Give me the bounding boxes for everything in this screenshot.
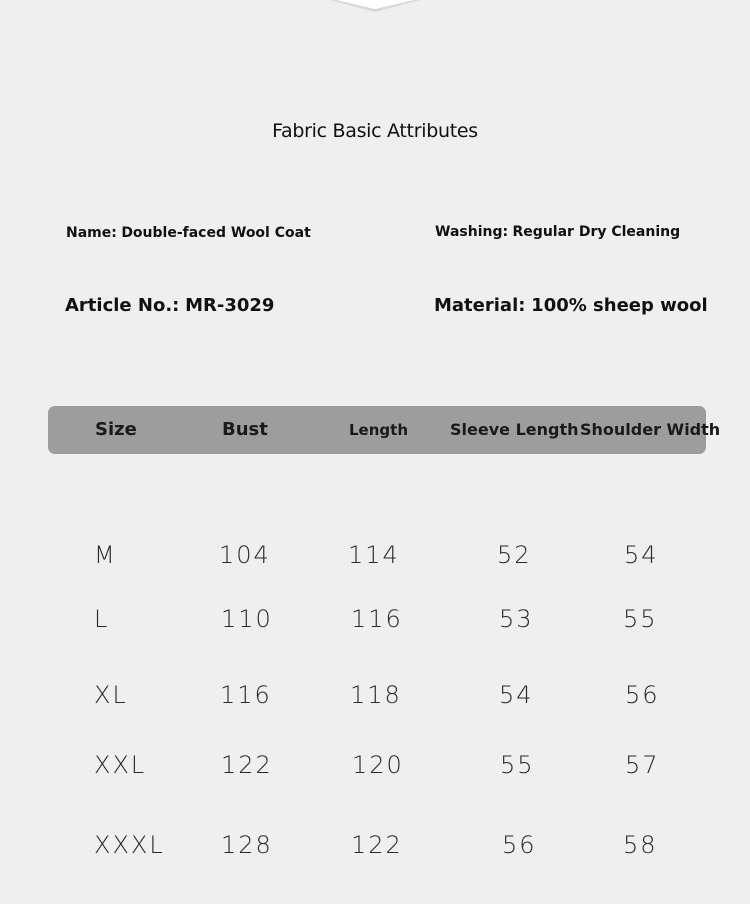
top-pointer-decoration (330, 0, 420, 14)
attribute-name (66, 225, 311, 241)
cell-shoulder-width: 57 (625, 751, 660, 779)
cell-size: XXL (94, 751, 147, 779)
attribute-name-value: Double-faced Wool Coat (121, 225, 311, 241)
cell-shoulder-width: 58 (623, 831, 658, 859)
cell-size: M (94, 541, 117, 569)
attribute-material (434, 295, 708, 316)
size-table-header (48, 406, 721, 454)
cell-length: 120 (352, 751, 404, 779)
header-shoulder-width: Shoulder Width (580, 420, 721, 439)
cell-bust: 122 (221, 751, 273, 779)
cell-sleeve-length: 55 (500, 751, 535, 779)
attribute-washing-value: Regular Dry Cleaning (512, 224, 681, 240)
cell-bust: 116 (220, 681, 272, 709)
cell-shoulder-width: 56 (625, 681, 660, 709)
cell-sleeve-length: 52 (497, 541, 532, 569)
cell-sleeve-length: 54 (499, 681, 534, 709)
attribute-name-label: Name: (66, 225, 117, 241)
cell-size: XXXL (94, 831, 165, 859)
attribute-material-value: 100% sheep wool (531, 295, 708, 316)
page-title: Fabric Basic Attributes (272, 120, 478, 142)
header-length: Length (349, 421, 408, 439)
attribute-material-label: Material: (434, 295, 526, 316)
attribute-article-value: MR-3029 (185, 295, 275, 316)
cell-bust: 110 (221, 605, 273, 633)
cell-bust: 104 (219, 541, 271, 569)
cell-shoulder-width: 54 (624, 541, 659, 569)
header-bust: Bust (222, 419, 268, 440)
cell-length: 122 (351, 831, 403, 859)
cell-length: 114 (348, 541, 400, 569)
cell-length: 118 (350, 681, 402, 709)
attribute-article-no (65, 295, 274, 316)
cell-size: XL (94, 681, 128, 709)
attribute-washing-label: Washing: (435, 224, 509, 240)
header-size: Size (95, 419, 137, 440)
cell-bust: 128 (221, 831, 273, 859)
cell-size: L (94, 605, 110, 633)
attribute-washing (435, 224, 680, 240)
cell-sleeve-length: 53 (499, 605, 534, 633)
cell-sleeve-length: 56 (502, 831, 537, 859)
header-sleeve-length: Sleeve Length (450, 420, 579, 439)
cell-length: 116 (351, 605, 403, 633)
cell-shoulder-width: 55 (623, 605, 658, 633)
attribute-article-label: Article No.: (65, 295, 180, 316)
